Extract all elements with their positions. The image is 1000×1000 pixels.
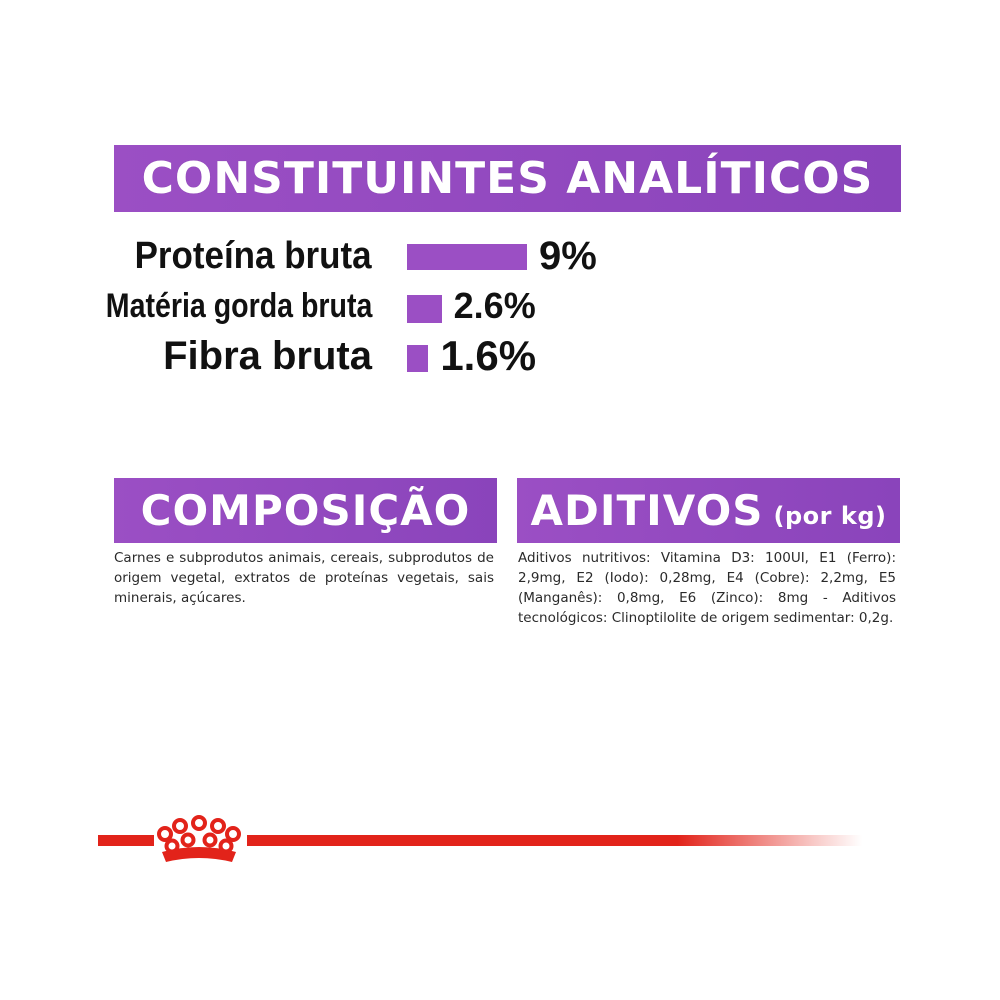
analytics-row-bar [407,295,442,323]
additives-title-banner [517,478,900,543]
analytics-row-label: Matéria gorda bruta [105,287,372,325]
crown-icon [152,812,246,868]
analytics-row-value: 2.6% [453,285,536,326]
analytics-row-bar [407,345,428,372]
analytics-title: CONSTITUINTES ANALÍTICOS [141,153,874,204]
additives-title-suffix: (por kg) [773,501,887,530]
analytics-title-banner [114,145,901,212]
composition-title-banner [114,478,497,543]
additives-text: Aditivos nutritivos: Vitamina D3: 100UI, E1 (Ferro): 2,9mg, E2 (Iodo): 0,28mg, E4 (Cobre): 2,2mg, E5 (Manganês): 0,8mg, E6 (Zinco): 8mg - Aditivos tecnológicos: Clinoptilolite de origem sedimentar: 0,2g. [518,550,896,626]
analytics-row-bar [407,244,527,270]
composition-text: Carnes e subprodutos animais, cereais, subprodutos de origem vegetal, extratos de proteínas vegetais, sais minerais, açúcares. [114,550,494,606]
footer-line-left [98,835,154,846]
additives-title: ADITIVOS [530,486,764,535]
analytics-row-label: Proteína bruta [134,235,372,277]
footer-line-right [247,835,862,846]
analytics-row-value: 1.6% [440,332,537,379]
analytics-row-value: 9% [539,234,597,278]
composition-title: COMPOSIÇÃO [140,486,471,535]
analytics-row-label: Fibra bruta [163,334,372,378]
